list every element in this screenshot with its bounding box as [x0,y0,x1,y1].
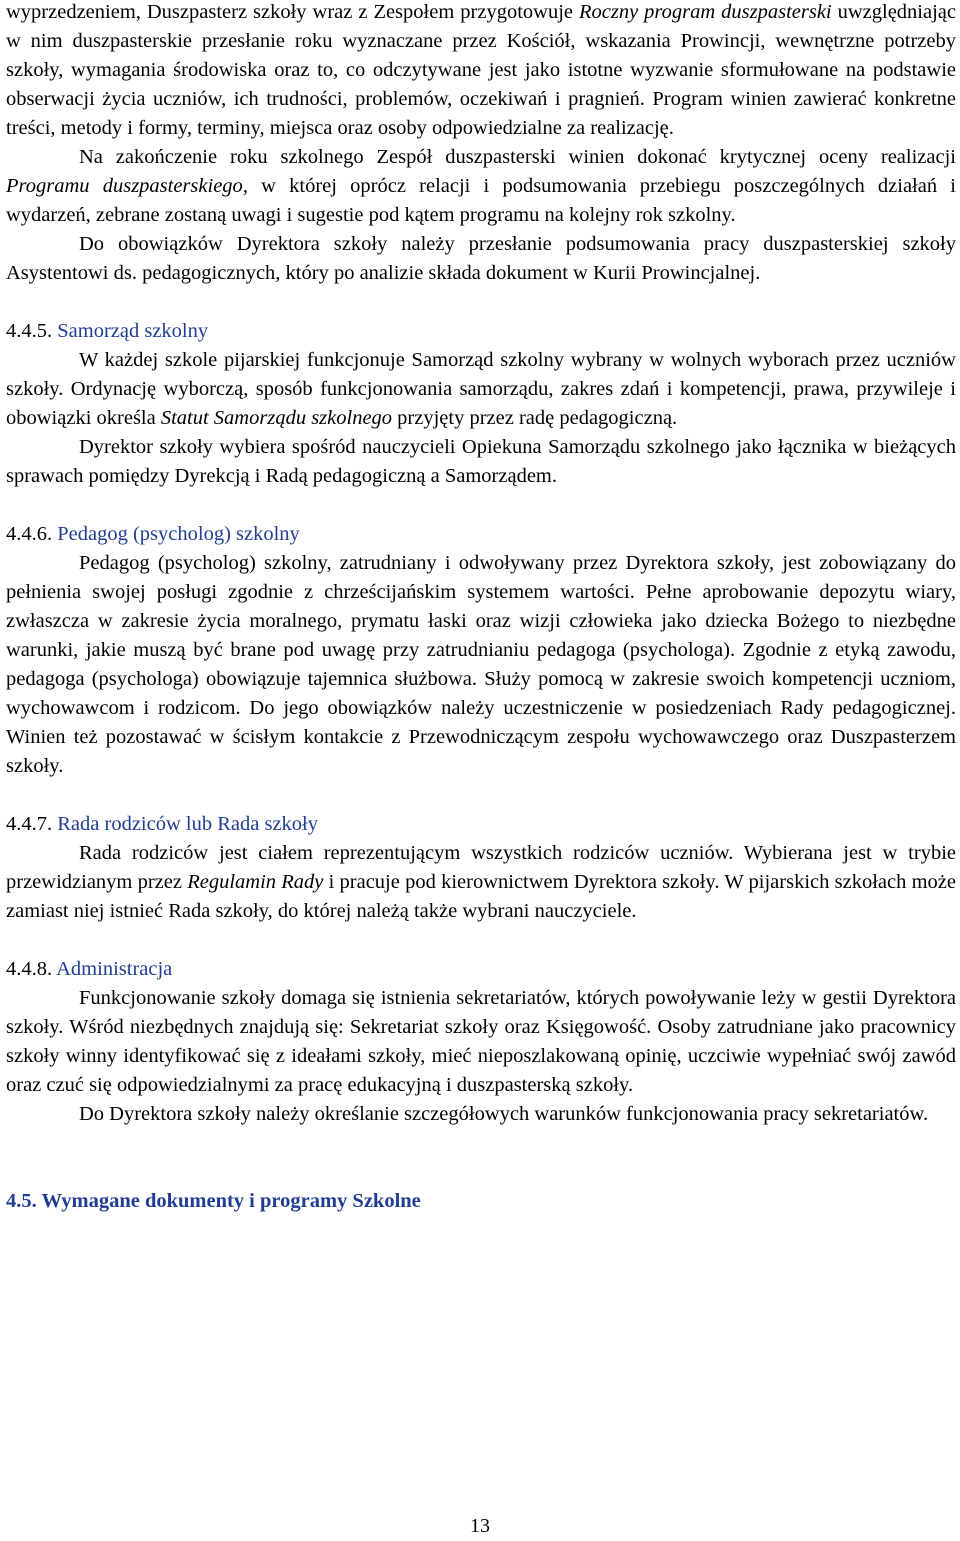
section-heading-4-5: 4.5. Wymagane dokumenty i programy Szkolne [6,1190,421,1212]
section-heading-4-4-6 [6,520,956,549]
paragraph-rada-rodzicow: Rada rodziców jest ciałem reprezentującym wszystkich rodziców uczniów. Wybierana jest w trybie przewidzianym przez Regulamin Rady i pracuje pod kierownictwem Dyrektora szkoły. W pijarskich szkołach może zamiast niej istnieć Rada szkoły, do której należą także wybrani nauczyciele. [6,842,956,922]
paragraph-opiekun-samorzadu: Dyrektor szkoły wybiera spośród nauczycieli Opiekuna Samorządu szkolnego jako łącznika w bieżących sprawach pomiędzy Dyrekcją i Radą pedagogiczną a Samorządem. [6,436,956,487]
section-heading-4-4-7 [6,810,956,839]
paragraph-roczny-program: wyprzedzeniem, Duszpasterz szkoły wraz z Zespołem przygotowuje Roczny program duszpasterski uwzględniając w nim duszpasterskie przesłanie roku wyznaczane przez Kościół, wskazania Prowincji, wewnętrzne potrzeby szkoły, wymagania środowiska oraz to, co odczytywane jest jako istotne wyzwanie sformułowane na podstawie obserwacji życia uczniów, ich trudności, problemów, oczekiwań i pragnień. Program winien zawierać konkretne treści, metody i formy, terminy, miejsca oraz osoby odpowiedzialne za realizację. [6,1,956,139]
page-content [6,0,956,1216]
page-number: 13 [470,1515,490,1537]
section-number: 4.4.8. [6,958,57,980]
paragraph-ocena-realizacji: Na zakończenie roku szkolnego Zespół duszpasterski winien dokonać krytycznej oceny realizacji Programu duszpasterskiego, w której oprócz relacji i podsumowania przebiegu poszczególnych działań i wydarzeń, zebrane zostaną uwagi i sugestie pod kątem programu na kolejny rok szkolny. [6,146,956,226]
section-number: 4.4.6. [6,523,58,545]
section-title: Administracja [56,958,173,980]
paragraph-administracja: Funkcjonowanie szkoły domaga się istnienia sekretariatów, których powoływanie leży w gestii Dyrektora szkoły. Wśród niezbędnych znajdują się: Sekretariat szkoły oraz Księgowość. Osoby zatrudniane jako pracownicy szkoły winny identyfikować się z ideałami szkoły, mieć nieposzlakowaną opinię, uczciwie wypełniać swój zawód oraz czuć się odpowiedzialnymi za pracę edukacyjną i duszpasterską szkoły. [6,987,956,1096]
paragraph-obowiazki-dyrektora: Do obowiązków Dyrektora szkoły należy przesłanie podsumowania pracy duszpasterskiej szkoły Asystentowi ds. pedagogicznych, który po analizie składa dokument w Kurii Prowincjalnej. [6,233,956,284]
section-title: Rada rodziców lub Rada szkoły [57,813,318,835]
paragraph-sekretariaty: Do Dyrektora szkoły należy określanie szczegółowych warunków funkcjonowania pracy sekretariatów. [79,1103,929,1125]
paragraph-pedagog: Pedagog (psycholog) szkolny, zatrudniany i odwoływany przez Dyrektora szkoły, jest zobowiązany do pełnienia swojej posługi zgodnie z chrześcijańskim systemem wartości. Pełne aprobowanie depozytu wiary, zwłaszcza w zakresie życia moralnego, prymatu łaski oraz wizji człowieka jako dziecka Bożego to niezbędne warunki, jakie muszą być brane pod uwagę przy zatrudnianiu pedagoga (psychologa). Zgodnie z etyką zawodu, pedagoga (psychologa) obowiązuje tajemnica służbowa. Służy pomocą w zakresie swoich kompetencji uczniom, wychowawcom i rodzicom. Do jego obowiązków należy uczestniczenie w posiedzeniach Rady pedagogicznej. Winien też pozostawać w ścisłym kontakcie z Przewodniczącym zespołu wychowawczego oraz Duszpasterzem szkoły. [6,552,956,777]
section-heading-4-4-5 [6,317,956,346]
section-number: 4.4.5. [6,320,58,342]
section-title: Samorząd szkolny [57,320,209,342]
paragraph-samorzad: W każdej szkole pijarskiej funkcjonuje Samorząd szkolny wybrany w wolnych wyborach przez uczniów szkoły. Ordynację wyborczą, sposób funkcjonowania samorządu, zakres zdań i kompetencji, prawa, przywileje i obowiązki określa Statut Samorządu szkolnego przyjęty przez radę pedagogiczną. [6,349,956,429]
section-number: 4.4.7. [6,813,58,835]
section-title: Pedagog (psycholog) szkolny [57,523,300,545]
section-heading-4-4-8 [6,955,956,984]
